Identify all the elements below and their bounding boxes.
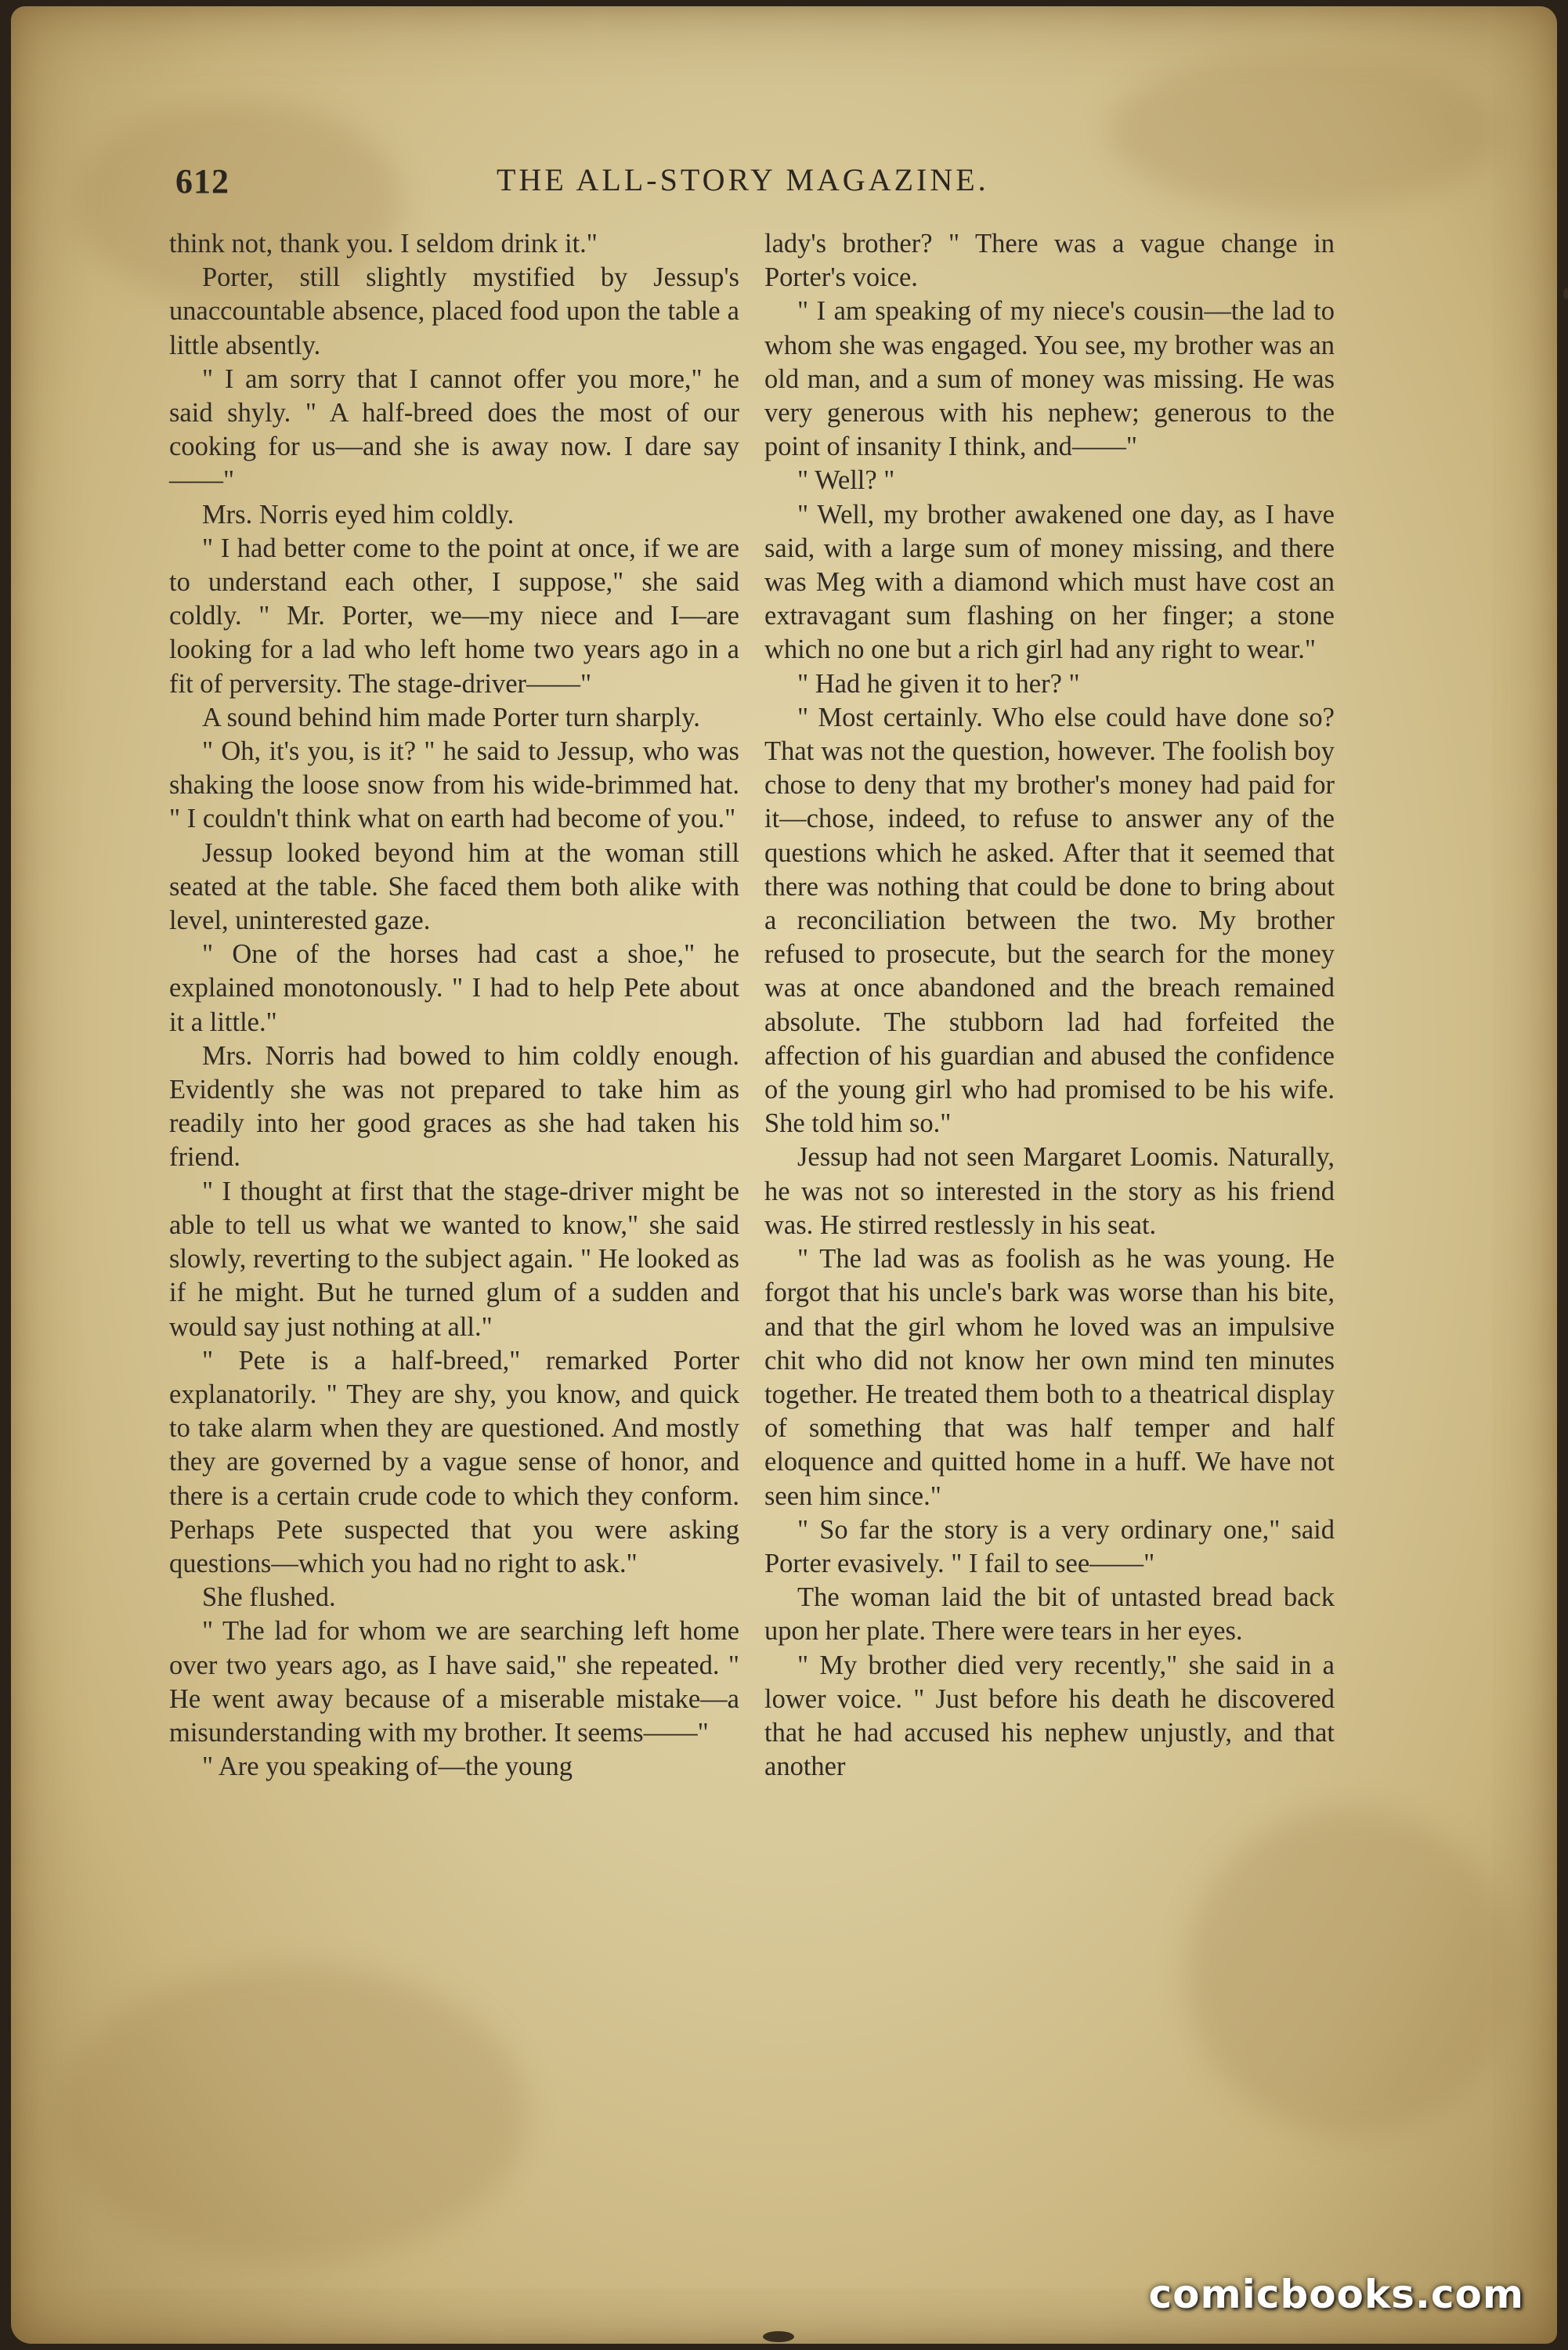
paper-stain xyxy=(58,1965,528,2262)
magazine-page xyxy=(11,6,1557,2344)
paragraph: " Oh, it's you, is it? " he said to Jessup, who was shaking the loose snow from his wide-brimmed hat. " I couldn't think what on earth had become of you." xyxy=(169,736,739,834)
paragraph: lady's brother? " There was a vague change in Porter's voice. xyxy=(764,229,1335,293)
paragraph: " The lad for whom we are searching left home over two years ago, as I have said," she repeated. " He went away because of a miserable mistake—a misunderstanding with my brother. It seems——" xyxy=(169,1616,739,1748)
page-damage xyxy=(763,2331,794,2342)
site-watermark: comicbooks.com xyxy=(1148,2272,1524,2317)
paper-stain xyxy=(1186,1808,1515,2137)
paragraph: " So far the story is a very ordinary one," said Porter evasively. " I fail to see——" xyxy=(764,1514,1335,1578)
paragraph: " I thought at first that the stage-driver might be able to tell us what we wanted to know," she said slowly, reverting to the subject again. " He looked as if he might. But he turned glum of a sudden and would say just nothing at all." xyxy=(169,1176,739,1342)
paragraph: " Pete is a half-breed," remarked Porter explanatorily. " They are shy, you know, and quick to take alarm when they are questioned. And mostly they are governed by a vague sense of honor, and there is a certain crude code to which they conform. Perhaps Pete suspected that you were asking questions—which you had no right to ask." xyxy=(169,1345,739,1578)
running-header xyxy=(175,161,1350,208)
paragraph: " Well? " xyxy=(797,465,895,496)
paragraph: think not, thank you. I seldom drink it." xyxy=(169,229,598,258)
paragraph: Mrs. Norris had bowed to him coldly enough. Evidently she was not prepared to take him as readily into her good graces as she had taken his friend. xyxy=(169,1040,739,1173)
left-column xyxy=(169,227,739,1784)
page-damage xyxy=(1563,288,1568,299)
paragraph: " I am sorry that I cannot offer you more," he said shyly. " A half-breed does the most of our cooking for us—and she is away now. I dare say——" xyxy=(169,363,739,496)
paragraph: " Had he given it to her? " xyxy=(797,668,1080,699)
paragraph: " My brother died very recently," she said in a lower voice. " Just before his death he discovered that he had accused his nephew unjustly, and that another xyxy=(764,1650,1335,1782)
paragraph: Jessup had not seen Margaret Loomis. Naturally, he was not so interested in the story as his friend was. He stirred restlessly in his seat. xyxy=(764,1142,1335,1240)
paragraph: Jessup looked beyond him at the woman still seated at the table. She faced them both alike with level, uninterested gaze. xyxy=(169,837,739,936)
paragraph: Mrs. Norris eyed him coldly. xyxy=(202,499,515,530)
paragraph: " I am speaking of my niece's cousin—the lad to whom she was engaged. You see, my brother was an old man, and a sum of money was missing. He was very generous with his nephew; generous to the point of insanity I think, and——" xyxy=(764,296,1335,462)
running-title: THE ALL-STORY MAGAZINE. xyxy=(497,162,989,197)
paragraph: " Well, my brother awakened one day, as I have said, with a large sum of money missing, and there was Meg with a diamond which must have cost an extravagant sum flashing on her finger; a stone which no one but a rich girl had any right to wear." xyxy=(764,499,1335,665)
paragraph: " The lad was as foolish as he was young. He forgot that his uncle's bark was worse than his bite, and that the girl whom he loved was an impulsive chit who did not know her own mind ten minutes together. He treated them both to a theatrical display of something that was half temper and half eloquence and quitted home in a huff. We have not seen him since." xyxy=(764,1244,1335,1511)
paragraph: The woman laid the bit of untasted bread back upon her plate. There were tears in her eyes. xyxy=(764,1582,1335,1647)
paragraph: " Are you speaking of—the young xyxy=(202,1752,573,1782)
paragraph: Porter, still slightly mystified by Jessup's unaccountable absence, placed food upon the table a little absently. xyxy=(169,262,739,360)
paragraph: " One of the horses had cast a shoe," he explained monotonously. " I had to help Pete about it a little." xyxy=(169,939,739,1037)
paragraph: She flushed. xyxy=(202,1582,336,1613)
right-column xyxy=(764,227,1335,1784)
paragraph: A sound behind him made Porter turn sharply. xyxy=(202,702,700,732)
paragraph: " I had better come to the point at once, if we are to understand each other, I suppose," she said coldly. " Mr. Porter, we—my niece and I—are looking for a lad who left home two years ago in a fit of perversity. The stage-driver——" xyxy=(169,533,739,699)
page-number: 612 xyxy=(175,162,229,201)
paragraph: " Most certainly. Who else could have done so? That was not the question, however. The foolish boy chose to deny that my brother's money had paid for it—chose, indeed, to refuse to answer any of the questions which he asked. After that it seemed that there was nothing that could be done to bring about a reconciliation between the two. My brother refused to prosecute, but the search for the money was at once abandoned and the breach remained absolute. The stubborn lad had forfeited the affection of his guardian and abused the confidence of the young girl who had promised to be his wife. She told him so." xyxy=(764,702,1335,1139)
